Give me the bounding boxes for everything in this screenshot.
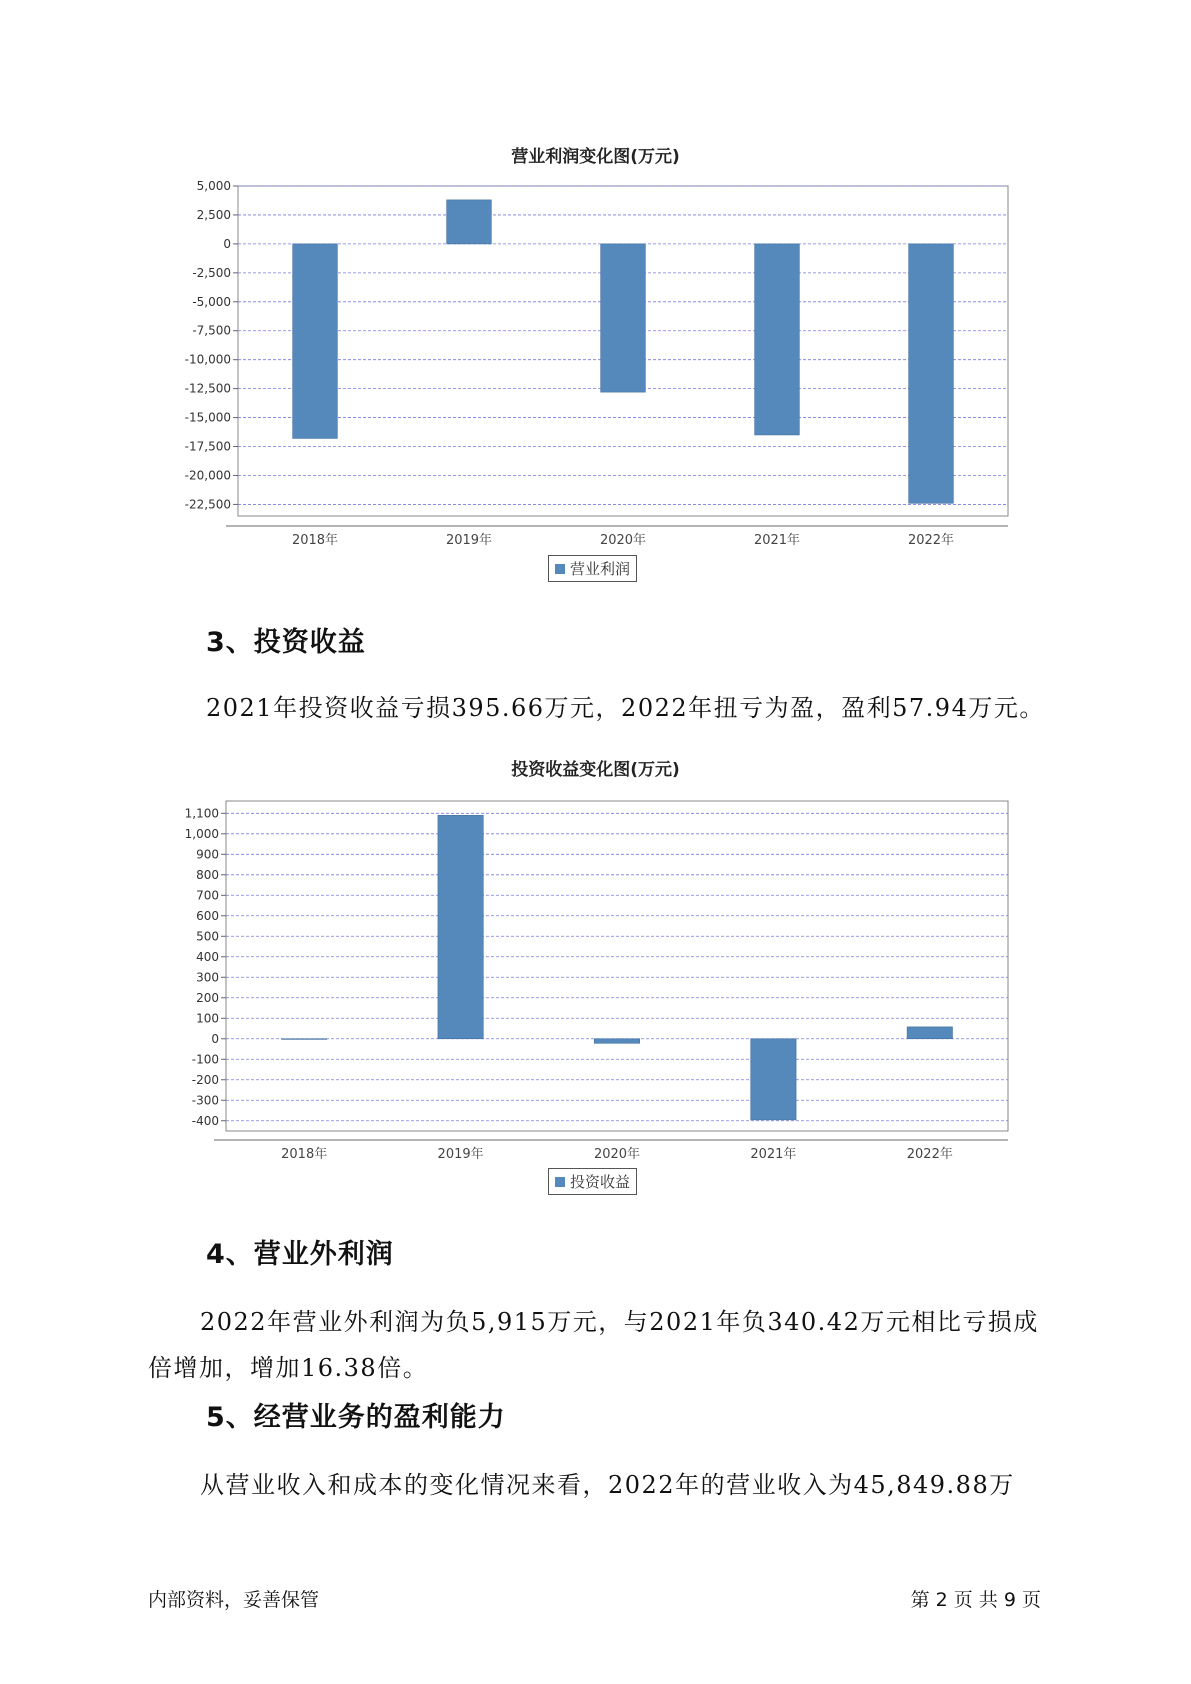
y-tick-label: 400 <box>196 949 219 964</box>
footer-confidential: 内部资料，妥善保管 <box>148 1589 320 1611</box>
x-tick-label: 2022年 <box>907 533 955 548</box>
bar-2019年 <box>438 815 483 1038</box>
y-tick-label: 300 <box>196 970 219 985</box>
y-tick-label: -10,000 <box>184 352 231 367</box>
y-tick-label: 0 <box>211 1031 219 1046</box>
section4-heading: 4、营业外利润 <box>206 1239 394 1270</box>
y-tick-label: 600 <box>196 908 219 923</box>
x-tick-label: 2018年 <box>291 533 339 548</box>
y-tick-label: 5,000 <box>196 179 231 193</box>
section3-text: 2021年投资收益亏损395.66万元，2022年扭亏为盈，盈利57.94万元。 <box>206 694 1045 722</box>
y-tick-label: 200 <box>196 990 219 1005</box>
x-tick-label: 2020年 <box>593 1147 641 1162</box>
y-tick-label: -20,000 <box>184 468 231 483</box>
x-tick-label: 2019年 <box>437 1147 484 1162</box>
chart2-title: 投资收益变化图(万元) <box>511 760 680 780</box>
y-tick-label: -15,000 <box>184 410 231 425</box>
y-tick-label: 100 <box>196 1011 219 1026</box>
y-tick-label: -7,500 <box>192 323 231 338</box>
section5-heading: 5、经营业务的盈利能力 <box>206 1402 506 1433</box>
section3-heading: 3、投资收益 <box>206 627 366 658</box>
chart1-title: 营业利润变化图(万元) <box>511 147 680 167</box>
chart2-legend-label: 投资收益 <box>570 1173 631 1191</box>
y-tick-label: -22,500 <box>184 497 231 512</box>
y-tick-label: 700 <box>196 888 219 903</box>
bar-2018年 <box>282 1039 327 1040</box>
footer-page-number: 第 2 页 共 9 页 <box>910 1589 1041 1611</box>
x-tick-label: 2021年 <box>750 1147 797 1162</box>
bar-2021年 <box>751 1039 796 1120</box>
y-tick-label: -17,500 <box>184 439 231 454</box>
x-tick-label: 2019年 <box>445 533 493 548</box>
y-tick-label: 1,100 <box>184 806 219 821</box>
y-tick-label: -12,500 <box>184 381 231 396</box>
section5-text-line1: 从营业收入和成本的变化情况来看，2022年的营业收入为45,849.88万 <box>200 1471 1015 1499</box>
y-tick-label: 2,500 <box>196 207 231 222</box>
y-tick-label: 900 <box>196 847 219 862</box>
y-tick-label: 500 <box>196 929 219 944</box>
y-tick-label: -400 <box>191 1113 219 1128</box>
x-tick-label: 2018年 <box>281 1147 328 1162</box>
y-tick-label: -2,500 <box>192 265 231 280</box>
bar-2020年 <box>594 1039 639 1044</box>
y-tick-label: -200 <box>191 1072 219 1087</box>
chart2-legend <box>548 1168 637 1195</box>
y-tick-label: -100 <box>191 1052 219 1067</box>
chart1-legend-label: 营业利润 <box>570 560 631 578</box>
y-tick-label: 800 <box>196 867 219 882</box>
y-tick-label: -5,000 <box>192 294 231 309</box>
legend-swatch <box>555 1177 565 1187</box>
section4-text-line2: 倍增加，增加16.38倍。 <box>148 1354 429 1382</box>
x-tick-label: 2022年 <box>906 1147 953 1162</box>
x-tick-label: 2020年 <box>599 533 647 548</box>
x-tick-label: 2021年 <box>753 533 801 548</box>
y-tick-label: 1,000 <box>184 826 219 841</box>
y-tick-label: -300 <box>191 1093 219 1108</box>
section4-text-line1: 2022年营业外利润为负5,915万元，与2021年负340.42万元相比亏损成 <box>200 1308 1039 1336</box>
plot-area <box>226 801 1008 1131</box>
bar-2022年 <box>907 1027 952 1039</box>
y-tick-label: 0 <box>223 236 231 251</box>
